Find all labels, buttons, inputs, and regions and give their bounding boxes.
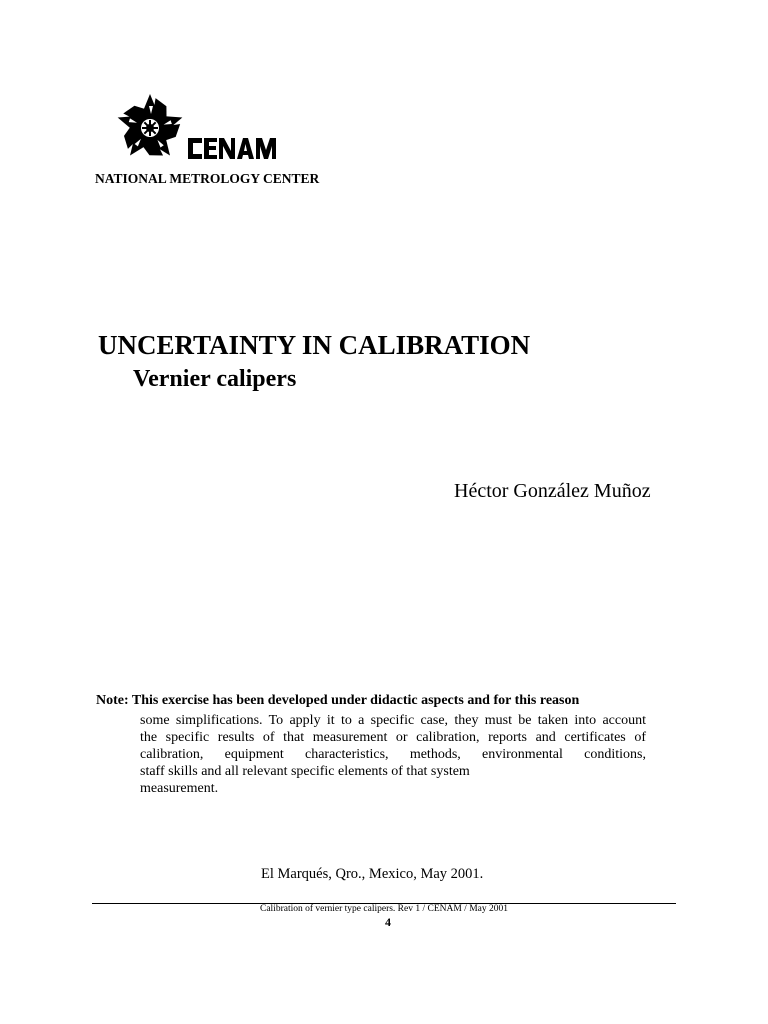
footer-text: Calibration of vernier type calipers. Rev 1 / CENAM / May 2001 [259, 904, 508, 914]
note-lead: Note: This exercise has been developed under didactic aspects and for this reason [96, 693, 580, 708]
page-number: 4 [385, 915, 391, 929]
cenam-logo [112, 90, 282, 170]
document-subtitle: Vernier calipers [133, 366, 297, 392]
note-line: the specific results of that measurement or calibration, reports and certificates of [140, 730, 646, 745]
place-and-date: El Marqués, Qro., Mexico, May 2001. [261, 866, 484, 882]
author-name: Héctor González Muñoz [454, 480, 651, 502]
document-title: UNCERTAINTY IN CALIBRATION [98, 330, 531, 360]
organization-name: NATIONAL METROLOGY CENTER [95, 171, 320, 186]
star-emblem-icon [115, 94, 185, 161]
note-body [140, 712, 646, 797]
note-line: staff skills and all relevant specific elements of that system [140, 764, 470, 779]
note-line: calibration, equipment characteristics, methods, environmental conditions, [140, 747, 646, 762]
note-line: some simplifications. To apply it to a specific case, they must be taken into account [140, 713, 646, 728]
cenam-logo-icon [112, 90, 282, 170]
note-line: measurement. [140, 781, 219, 796]
cenam-wordmark-icon [188, 138, 276, 159]
